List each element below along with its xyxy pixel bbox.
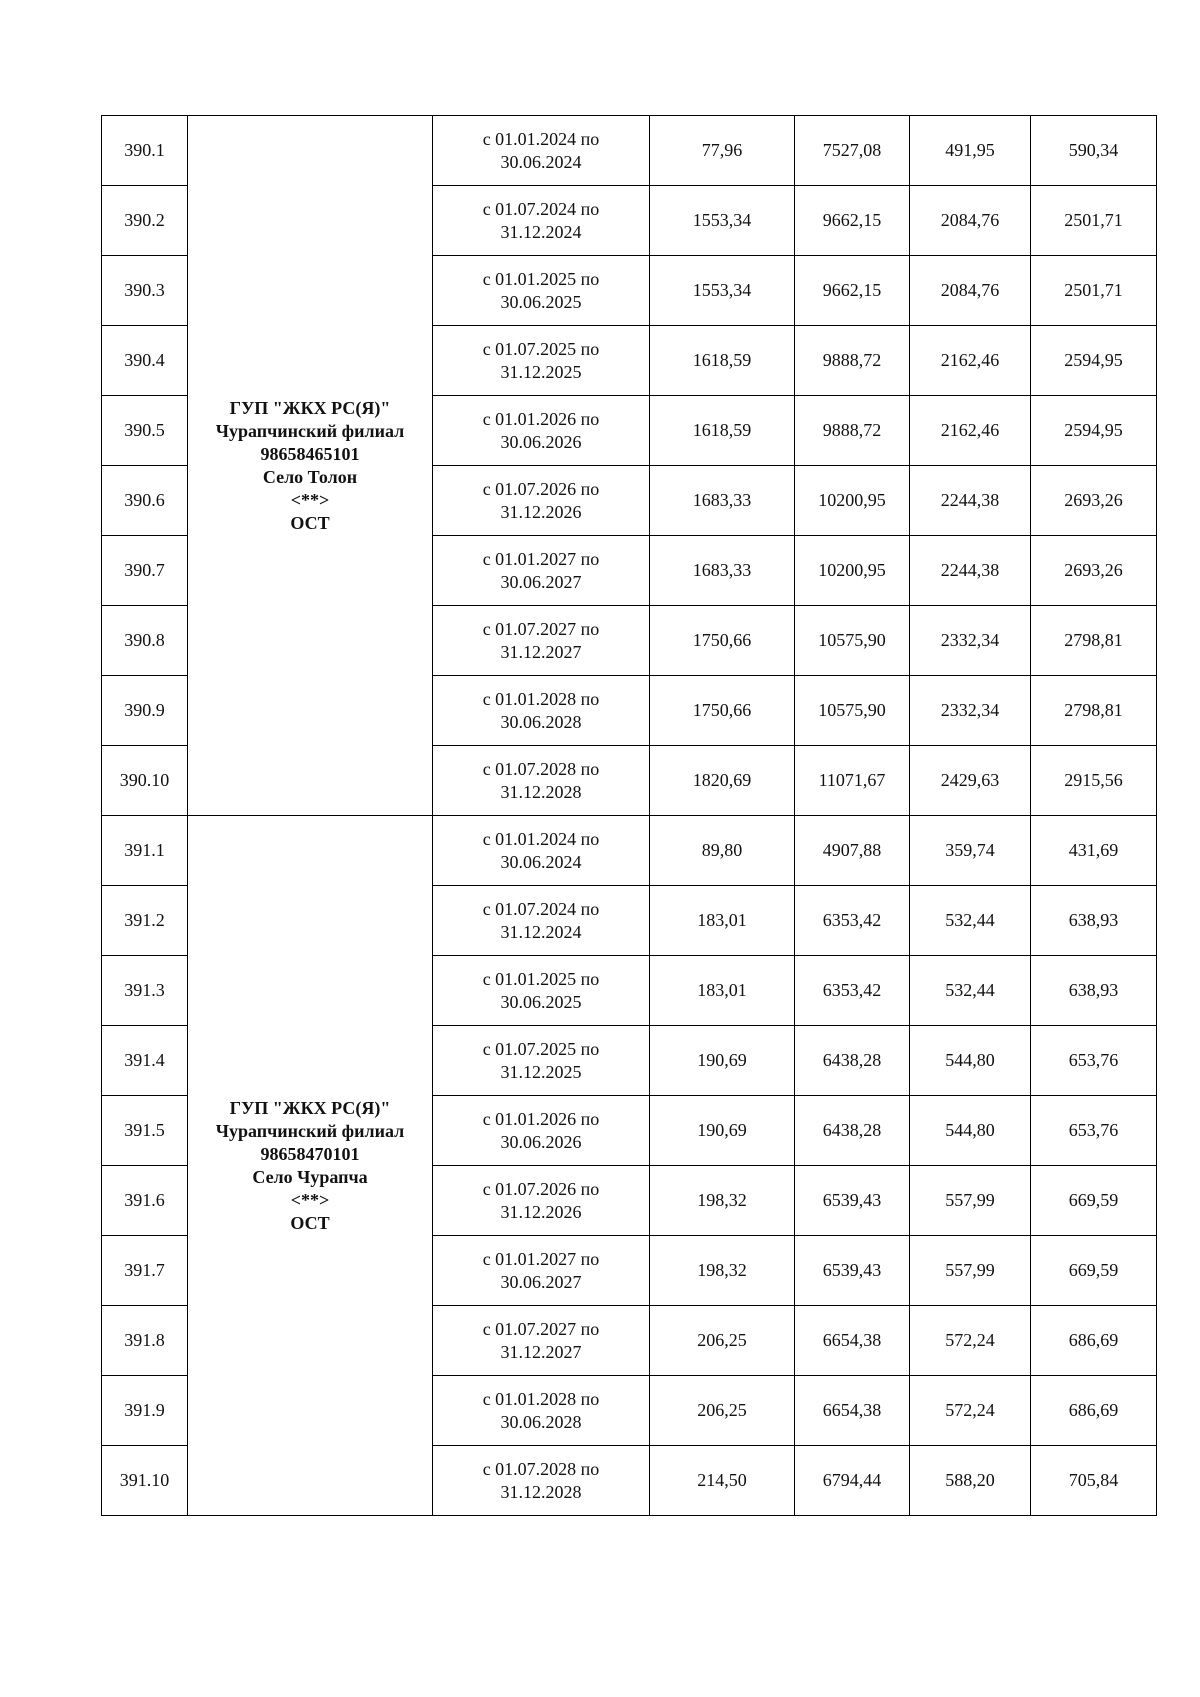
- value-cell-3: 544,80: [910, 1026, 1031, 1096]
- period-cell: [433, 1446, 650, 1516]
- period-to: 30.06.2025: [500, 291, 582, 312]
- value-cell-1: 206,25: [650, 1376, 795, 1446]
- row-number-cell: 390.6: [102, 466, 188, 536]
- row-number-cell: 391.9: [102, 1376, 188, 1446]
- value-cell-1: 1553,34: [650, 256, 795, 326]
- value-cell-1: 1750,66: [650, 606, 795, 676]
- organization-line6: ОСТ: [290, 512, 330, 533]
- value-cell-4: 2594,95: [1031, 326, 1157, 396]
- row-number-cell: 390.4: [102, 326, 188, 396]
- value-cell-1: 1683,33: [650, 536, 795, 606]
- value-cell-1: 198,32: [650, 1236, 795, 1306]
- value-cell-2: 6654,38: [795, 1306, 910, 1376]
- value-cell-4: 705,84: [1031, 1446, 1157, 1516]
- value-cell-1: 77,96: [650, 116, 795, 186]
- period-from: с 01.01.2028 по: [482, 688, 600, 709]
- value-cell-1: 206,25: [650, 1306, 795, 1376]
- row-number-cell: 391.6: [102, 1166, 188, 1236]
- period-from: с 01.07.2025 по: [482, 1038, 600, 1059]
- value-cell-3: 532,44: [910, 886, 1031, 956]
- value-cell-1: 1750,66: [650, 676, 795, 746]
- value-cell-4: 431,69: [1031, 816, 1157, 886]
- period-to: 30.06.2026: [500, 1131, 582, 1152]
- period-from: с 01.07.2026 по: [482, 1178, 600, 1199]
- period-to: 30.06.2028: [500, 711, 582, 732]
- period-to: 31.12.2024: [500, 921, 582, 942]
- row-number-cell: 390.3: [102, 256, 188, 326]
- period-cell: [433, 886, 650, 956]
- period-cell: [433, 186, 650, 256]
- period-cell: [433, 326, 650, 396]
- value-cell-3: 2244,38: [910, 536, 1031, 606]
- row-number-cell: 390.9: [102, 676, 188, 746]
- value-cell-2: 9662,15: [795, 256, 910, 326]
- row-number-cell: 391.5: [102, 1096, 188, 1166]
- period-to: 30.06.2027: [500, 1271, 582, 1292]
- value-cell-2: 6438,28: [795, 1096, 910, 1166]
- period-from: с 01.07.2025 по: [482, 338, 600, 359]
- value-cell-2: 6654,38: [795, 1376, 910, 1446]
- value-cell-1: 183,01: [650, 886, 795, 956]
- period-cell: [433, 116, 650, 186]
- value-cell-4: 2798,81: [1031, 606, 1157, 676]
- period-cell: [433, 1026, 650, 1096]
- value-cell-4: 686,69: [1031, 1306, 1157, 1376]
- row-number-cell: 390.10: [102, 746, 188, 816]
- value-cell-4: 2693,26: [1031, 536, 1157, 606]
- value-cell-2: 6539,43: [795, 1166, 910, 1236]
- organization-line5: <**>: [290, 1189, 330, 1210]
- value-cell-1: 190,69: [650, 1096, 795, 1166]
- value-cell-4: 638,93: [1031, 886, 1157, 956]
- period-cell: [433, 1236, 650, 1306]
- value-cell-3: 2084,76: [910, 256, 1031, 326]
- period-from: с 01.01.2026 по: [482, 408, 600, 429]
- period-to: 31.12.2024: [500, 221, 582, 242]
- value-cell-1: 183,01: [650, 956, 795, 1026]
- period-cell: [433, 1166, 650, 1236]
- period-from: с 01.01.2024 по: [482, 828, 600, 849]
- period-to: 30.06.2027: [500, 571, 582, 592]
- value-cell-1: 1618,59: [650, 396, 795, 466]
- period-to: 31.12.2027: [500, 1341, 582, 1362]
- value-cell-3: 2429,63: [910, 746, 1031, 816]
- period-from: с 01.07.2028 по: [482, 758, 600, 779]
- row-number-cell: 390.7: [102, 536, 188, 606]
- value-cell-3: 359,74: [910, 816, 1031, 886]
- period-from: с 01.07.2027 по: [482, 1318, 600, 1339]
- value-cell-4: 2798,81: [1031, 676, 1157, 746]
- value-cell-1: 198,32: [650, 1166, 795, 1236]
- value-cell-4: 669,59: [1031, 1236, 1157, 1306]
- table-row: [102, 116, 1157, 186]
- organization-line2: Чурапчинский филиал: [215, 1120, 405, 1141]
- value-cell-2: 11071,67: [795, 746, 910, 816]
- period-to: 30.06.2028: [500, 1411, 582, 1432]
- value-cell-4: 2501,71: [1031, 186, 1157, 256]
- period-cell: [433, 1376, 650, 1446]
- period-to: 31.12.2028: [500, 1481, 582, 1502]
- period-cell: [433, 256, 650, 326]
- organization-line1: ГУП "ЖКХ РС(Я)": [229, 1097, 391, 1118]
- value-cell-4: 686,69: [1031, 1376, 1157, 1446]
- value-cell-3: 2162,46: [910, 326, 1031, 396]
- organization-line5: <**>: [290, 489, 330, 510]
- period-from: с 01.07.2026 по: [482, 478, 600, 499]
- value-cell-2: 6794,44: [795, 1446, 910, 1516]
- period-to: 31.12.2026: [500, 1201, 582, 1222]
- value-cell-2: 10575,90: [795, 676, 910, 746]
- value-cell-4: 669,59: [1031, 1166, 1157, 1236]
- organization-line3: 98658470101: [260, 1143, 360, 1164]
- period-from: с 01.01.2027 по: [482, 1248, 600, 1269]
- value-cell-4: 653,76: [1031, 1026, 1157, 1096]
- value-cell-1: 214,50: [650, 1446, 795, 1516]
- period-to: 30.06.2024: [500, 851, 582, 872]
- period-from: с 01.07.2024 по: [482, 198, 600, 219]
- organization-line1: ГУП "ЖКХ РС(Я)": [229, 397, 391, 418]
- value-cell-3: 557,99: [910, 1166, 1031, 1236]
- value-cell-4: 2915,56: [1031, 746, 1157, 816]
- value-cell-3: 2162,46: [910, 396, 1031, 466]
- period-from: с 01.07.2024 по: [482, 898, 600, 919]
- value-cell-2: 9888,72: [795, 326, 910, 396]
- period-cell: [433, 676, 650, 746]
- period-from: с 01.07.2027 по: [482, 618, 600, 639]
- period-cell: [433, 956, 650, 1026]
- period-to: 31.12.2026: [500, 501, 582, 522]
- value-cell-4: 2594,95: [1031, 396, 1157, 466]
- value-cell-2: 6539,43: [795, 1236, 910, 1306]
- period-to: 31.12.2025: [500, 361, 582, 382]
- organization-cell: [188, 816, 433, 1516]
- row-number-cell: 391.4: [102, 1026, 188, 1096]
- value-cell-3: 532,44: [910, 956, 1031, 1026]
- organization-cell: [188, 116, 433, 816]
- value-cell-1: 1553,34: [650, 186, 795, 256]
- value-cell-2: 6353,42: [795, 956, 910, 1026]
- period-cell: [433, 1306, 650, 1376]
- value-cell-2: 10200,95: [795, 536, 910, 606]
- value-cell-3: 2332,34: [910, 606, 1031, 676]
- value-cell-1: 1618,59: [650, 326, 795, 396]
- period-from: с 01.01.2024 по: [482, 128, 600, 149]
- period-from: с 01.01.2025 по: [482, 968, 600, 989]
- value-cell-4: 2501,71: [1031, 256, 1157, 326]
- period-cell: [433, 466, 650, 536]
- table-row: [102, 816, 1157, 886]
- row-number-cell: 391.7: [102, 1236, 188, 1306]
- period-cell: [433, 746, 650, 816]
- period-from: с 01.01.2027 по: [482, 548, 600, 569]
- row-number-cell: 390.8: [102, 606, 188, 676]
- period-cell: [433, 536, 650, 606]
- period-to: 30.06.2026: [500, 431, 582, 452]
- value-cell-2: 10200,95: [795, 466, 910, 536]
- period-cell: [433, 816, 650, 886]
- value-cell-1: 89,80: [650, 816, 795, 886]
- row-number-cell: 391.2: [102, 886, 188, 956]
- value-cell-2: 6438,28: [795, 1026, 910, 1096]
- value-cell-4: 590,34: [1031, 116, 1157, 186]
- row-number-cell: 390.1: [102, 116, 188, 186]
- period-to: 30.06.2024: [500, 151, 582, 172]
- tariff-table: [101, 115, 1157, 1516]
- organization-line4: Село Чурапча: [252, 1166, 368, 1187]
- value-cell-3: 2332,34: [910, 676, 1031, 746]
- organization-line3: 98658465101: [260, 443, 360, 464]
- value-cell-3: 572,24: [910, 1376, 1031, 1446]
- row-number-cell: 391.8: [102, 1306, 188, 1376]
- value-cell-2: 6353,42: [795, 886, 910, 956]
- value-cell-3: 588,20: [910, 1446, 1031, 1516]
- value-cell-3: 2084,76: [910, 186, 1031, 256]
- value-cell-3: 557,99: [910, 1236, 1031, 1306]
- organization-line6: ОСТ: [290, 1212, 330, 1233]
- value-cell-3: 544,80: [910, 1096, 1031, 1166]
- value-cell-1: 1683,33: [650, 466, 795, 536]
- value-cell-2: 9888,72: [795, 396, 910, 466]
- row-number-cell: 391.1: [102, 816, 188, 886]
- organization-line2: Чурапчинский филиал: [215, 420, 405, 441]
- period-to: 31.12.2027: [500, 641, 582, 662]
- period-to: 30.06.2025: [500, 991, 582, 1012]
- value-cell-2: 4907,88: [795, 816, 910, 886]
- value-cell-1: 190,69: [650, 1026, 795, 1096]
- period-to: 31.12.2025: [500, 1061, 582, 1082]
- value-cell-4: 653,76: [1031, 1096, 1157, 1166]
- value-cell-4: 2693,26: [1031, 466, 1157, 536]
- organization-line4: Село Толон: [262, 466, 358, 487]
- value-cell-3: 572,24: [910, 1306, 1031, 1376]
- period-from: с 01.01.2028 по: [482, 1388, 600, 1409]
- value-cell-3: 2244,38: [910, 466, 1031, 536]
- row-number-cell: 391.10: [102, 1446, 188, 1516]
- period-from: с 01.01.2026 по: [482, 1108, 600, 1129]
- tariff-table-body: [102, 116, 1157, 1516]
- period-to: 31.12.2028: [500, 781, 582, 802]
- period-cell: [433, 396, 650, 466]
- value-cell-3: 491,95: [910, 116, 1031, 186]
- period-cell: [433, 1096, 650, 1166]
- value-cell-2: 9662,15: [795, 186, 910, 256]
- period-from: с 01.07.2028 по: [482, 1458, 600, 1479]
- value-cell-2: 10575,90: [795, 606, 910, 676]
- row-number-cell: 390.5: [102, 396, 188, 466]
- row-number-cell: 390.2: [102, 186, 188, 256]
- row-number-cell: 391.3: [102, 956, 188, 1026]
- period-from: с 01.01.2025 по: [482, 268, 600, 289]
- value-cell-2: 7527,08: [795, 116, 910, 186]
- value-cell-4: 638,93: [1031, 956, 1157, 1026]
- period-cell: [433, 606, 650, 676]
- value-cell-1: 1820,69: [650, 746, 795, 816]
